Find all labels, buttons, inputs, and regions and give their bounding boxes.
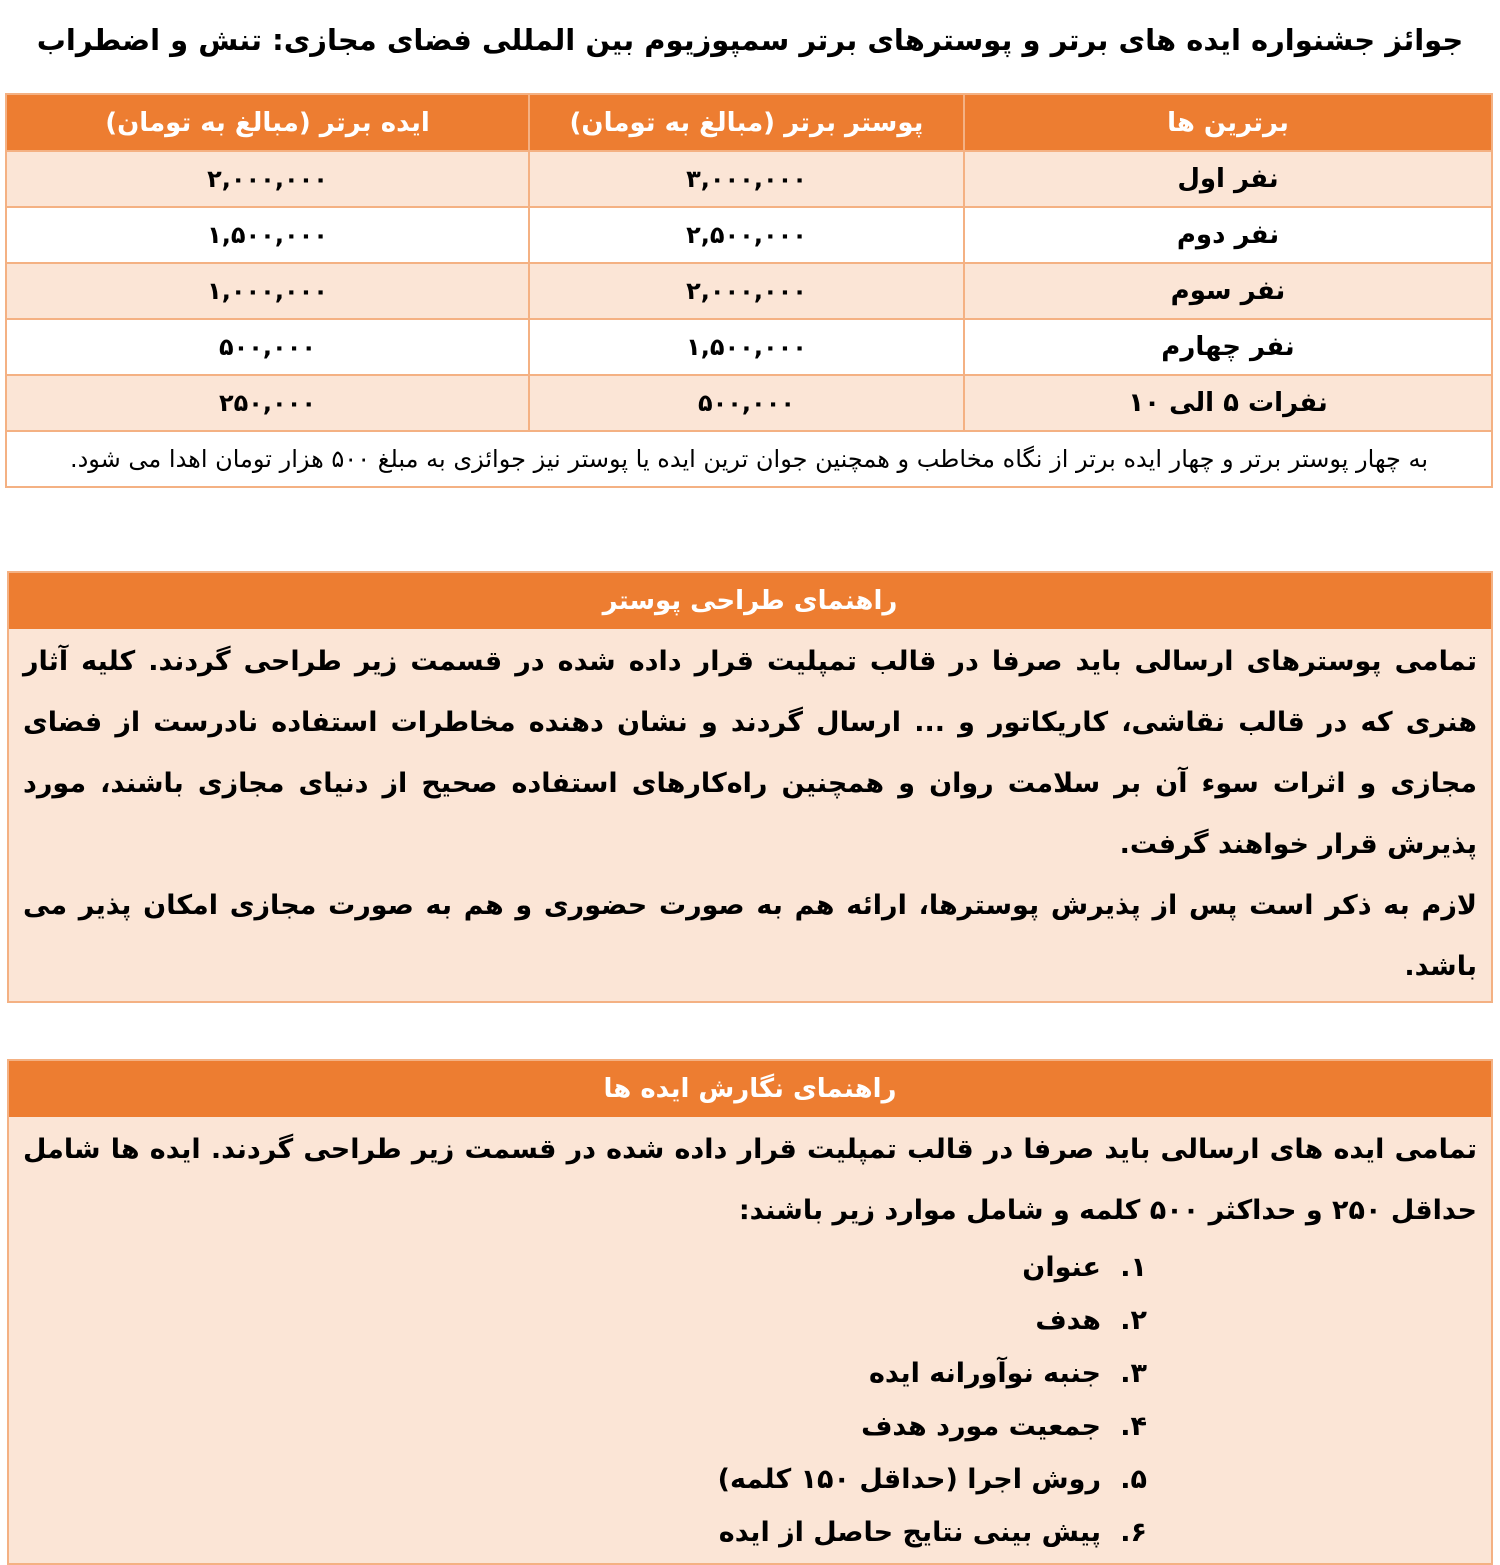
table-row	[6, 263, 1492, 319]
list-item-label: جمعیت مورد هدف	[861, 1411, 1101, 1442]
list-item-number: ۵.	[1120, 1464, 1147, 1495]
rank-cell: نفرات ۵ الی ۱۰	[964, 375, 1492, 431]
poster-guide-heading: راهنمای طراحی پوستر	[9, 573, 1491, 629]
header-cell-poster: پوستر برتر (مبالغ به تومان)	[529, 94, 964, 151]
poster-guide-section	[7, 571, 1493, 1003]
list-item	[23, 1294, 1147, 1347]
poster-guide-paragraph-1: تمامی پوسترهای ارسالی باید صرفا در قالب تمپلیت قرار داده شده در قسمت زیر طراحی گردند. کلیه آثار هنری که در قالب نقاشی، کاریکاتور و ... ارسال گردند و نشان دهنده مخاطرات استفاده نادرست از فضای مجازی و اثرات سوء آن بر سلامت روان و همچنین راه‌کارهای استفاده صحیح از دنیای مجازی باشند، مورد پذیرش قرار خواهند گرفت.	[23, 646, 1477, 860]
list-item	[23, 1453, 1147, 1506]
list-item-number: ۴.	[1120, 1411, 1147, 1442]
idea-requirements-list	[23, 1241, 1477, 1559]
list-item	[23, 1347, 1147, 1400]
table-row	[6, 207, 1492, 263]
poster-guide-paragraph-2: لازم به ذکر است پس از پذیرش پوسترها، ارائه هم به صورت حضوری و هم به صورت مجازی امکان پذیر می باشد.	[23, 890, 1477, 982]
idea-guide-body	[9, 1117, 1491, 1563]
poster-amount-cell: ۲,۵۰۰,۰۰۰	[529, 207, 964, 263]
list-item	[23, 1241, 1147, 1294]
table-note-row	[6, 431, 1492, 487]
table-note: به چهار پوستر برتر و چهار ایده برتر از نگاه مخاطب و همچنین جوان ترین ایده یا پوستر نیز جوائزی به مبلغ ۵۰۰ هزار تومان اهدا می شود.	[6, 431, 1492, 487]
prize-table	[5, 93, 1493, 488]
prize-table-header	[6, 94, 1492, 151]
list-item-number: ۲.	[1120, 1305, 1147, 1336]
header-cell-idea: ایده برتر (مبالغ به تومان)	[6, 94, 529, 151]
idea-amount-cell: ۲۵۰,۰۰۰	[6, 375, 529, 431]
idea-amount-cell: ۲,۰۰۰,۰۰۰	[6, 151, 529, 207]
list-item-label: عنوان	[1022, 1252, 1101, 1283]
poster-amount-cell: ۲,۰۰۰,۰۰۰	[529, 263, 964, 319]
list-item-label: هدف	[1035, 1305, 1101, 1336]
list-item	[23, 1506, 1147, 1559]
list-item-number: ۶.	[1120, 1517, 1147, 1548]
poster-amount-cell: ۵۰۰,۰۰۰	[529, 375, 964, 431]
rank-cell: نفر اول	[964, 151, 1492, 207]
idea-guide-section	[7, 1059, 1493, 1565]
idea-amount-cell: ۱,۵۰۰,۰۰۰	[6, 207, 529, 263]
table-row	[6, 375, 1492, 431]
table-row	[6, 319, 1492, 375]
page-title: جوائز جشنواره ایده های برتر و پوسترهای برتر سمپوزیوم بین المللی فضای مجازی: تنش و اضطراب	[36, 23, 1464, 57]
poster-amount-cell: ۳,۰۰۰,۰۰۰	[529, 151, 964, 207]
table-header-row	[6, 94, 1492, 151]
idea-amount-cell: ۱,۰۰۰,۰۰۰	[6, 263, 529, 319]
rank-cell: نفر دوم	[964, 207, 1492, 263]
list-item-label: جنبه نوآورانه ایده	[868, 1358, 1101, 1389]
header-cell-rank: برترین ها	[964, 94, 1492, 151]
idea-guide-heading: راهنمای نگارش ایده ها	[9, 1061, 1491, 1117]
list-item-label: روش اجرا (حداقل ۱۵۰ کلمه)	[717, 1464, 1101, 1495]
list-item-label: پیش بینی نتایج حاصل از ایده	[718, 1517, 1101, 1548]
list-item-number: ۳.	[1120, 1358, 1147, 1389]
table-row	[6, 151, 1492, 207]
rank-cell: نفر چهارم	[964, 319, 1492, 375]
list-item-number: ۱.	[1120, 1252, 1147, 1283]
poster-amount-cell: ۱,۵۰۰,۰۰۰	[529, 319, 964, 375]
poster-guide-body	[9, 629, 1491, 1001]
list-item	[23, 1400, 1147, 1453]
rank-cell: نفر سوم	[964, 263, 1492, 319]
idea-guide-paragraph: تمامی ایده های ارسالی باید صرفا در قالب تمپلیت قرار داده شده در قسمت زیر طراحی گردند. ایده ها شامل حداقل ۲۵۰ و حداکثر ۵۰۰ کلمه و شامل موارد زیر باشند:	[23, 1134, 1477, 1226]
idea-amount-cell: ۵۰۰,۰۰۰	[6, 319, 529, 375]
